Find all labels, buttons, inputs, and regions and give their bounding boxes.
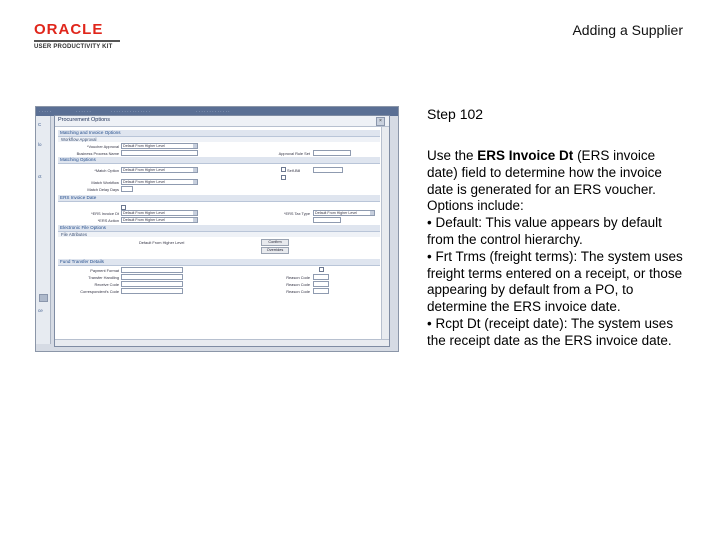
step-label: Step 102 [427, 106, 484, 122]
fund-checkbox[interactable] [319, 267, 324, 272]
section-electronic-file[interactable]: Electronic File Options [58, 225, 380, 232]
vertical-scrollbar[interactable] [381, 127, 389, 339]
transfer-handling-label: Transfer Handling [88, 275, 119, 280]
transfer-handling-input[interactable] [121, 274, 183, 280]
correspondent-input[interactable] [121, 288, 183, 294]
voucher-approval-select[interactable]: Default From Higher Level [121, 143, 198, 149]
option-freight-terms: • Frt Trms (freight terms): The system uses freight terms entered on a receipt, or those appearing by default from a PO, to determine the ERS invoice date. [427, 248, 683, 315]
match-workflow-label: Match Workflow [91, 180, 119, 185]
payment-format-label: Payment Format [90, 268, 119, 273]
subsection-workflow: Workflow Approval [58, 137, 380, 142]
ers-tax-type-label: *ERS Tax Type [283, 211, 310, 216]
page-title: Adding a Supplier [572, 22, 683, 38]
match-workflow-select[interactable]: Default From Higher Level [121, 179, 198, 185]
app-nav-bar: · · · · · · · · · · · · · · · · · · · · · · · · · · · · · · · · · · · · · · · [36, 107, 398, 116]
ers-action-select[interactable]: Default From Higher Level [121, 217, 198, 223]
application-screenshot [35, 106, 399, 352]
option-default: • Default: This value appears by default from the control hierarchy. [427, 215, 662, 247]
close-icon[interactable]: × [376, 117, 385, 126]
receive-code-input[interactable] [121, 281, 183, 287]
confirm-button[interactable]: Confirm [261, 239, 289, 246]
reason-code-input-2[interactable] [313, 281, 329, 287]
ers-tax-type-select[interactable]: Default From Higher Level [313, 210, 375, 216]
window-titlebar [55, 116, 389, 127]
correspondent-label: Correspondent's Code [80, 289, 119, 294]
step-description [427, 148, 685, 350]
overrides-button[interactable]: Overrides [261, 247, 289, 254]
match-delay-input[interactable] [121, 186, 133, 192]
section-matching-options[interactable]: Matching Options [58, 157, 380, 164]
ers-action-label: *ERS Action [97, 218, 119, 223]
section-matching[interactable]: Matching and Invoice Options [58, 130, 380, 137]
receive-code-label: Receive Code [94, 282, 119, 287]
reason-code-label-1: Reason Code [286, 275, 310, 280]
procurement-options-window [54, 115, 390, 347]
payment-format-input[interactable] [121, 267, 183, 273]
self-bill-label: Self-Bill [287, 168, 301, 173]
reverse-checkbox[interactable] [281, 175, 286, 180]
section-ers-invoice[interactable]: ERS Invoice Date [58, 195, 380, 202]
field-name-emphasis: ERS Invoice Dt [477, 148, 574, 163]
match-delay-label: Match Delay Days [87, 187, 119, 192]
business-process-input[interactable] [121, 150, 198, 156]
logo-divider [34, 40, 120, 42]
ers-invoice-dt-select[interactable]: Default From Higher Level [121, 210, 198, 216]
reason-code-input-1[interactable] [313, 274, 329, 280]
options-intro: Options include: [427, 198, 524, 214]
approval-rule-input[interactable] [313, 150, 351, 156]
description-intro: Use the ERS Invoice Dt (ERS invoice date) field to determine how the invoice date is generated for an ERS voucher. [427, 148, 662, 197]
ers-invoice-dt-label: *ERS Invoice Dt [91, 211, 119, 216]
self-bill-checkbox[interactable] [281, 167, 286, 172]
option-receipt-date: • Rcpt Dt (receipt date): The system uses the receipt date as the ERS invoice date. [427, 315, 674, 348]
match-option-select[interactable]: Default From Higher Level [121, 167, 198, 173]
logo-subtitle: USER PRODUCTIVITY KIT [34, 44, 113, 50]
horizontal-scrollbar[interactable] [55, 339, 389, 346]
voucher-approval-label: *Voucher Approval [86, 144, 119, 149]
reason-code-input-3[interactable] [313, 288, 329, 294]
panel-button[interactable] [39, 294, 48, 302]
window-title: Procurement Options [58, 117, 110, 123]
reason-code-label-2: Reason Code [286, 282, 310, 287]
reason-code-label-3: Reason Code [286, 289, 310, 294]
section-fund-transfer[interactable]: Fund Transfer Details [58, 259, 380, 266]
subsection-file-attributes: File Attributes [58, 232, 380, 237]
match-option-label: *Match Option [94, 168, 119, 173]
oracle-upk-logo [34, 22, 124, 50]
file-default-label: Default From Higher Level [139, 240, 185, 245]
app-left-panel: C lo ct ce [36, 116, 51, 344]
self-bill-input[interactable] [313, 167, 343, 173]
logo-brand: ORACLE [34, 21, 104, 38]
ers-extra-input[interactable] [313, 217, 341, 223]
approval-rule-label: Approval Rule Set [278, 151, 310, 156]
business-process-label: Business Process Name [76, 151, 119, 156]
